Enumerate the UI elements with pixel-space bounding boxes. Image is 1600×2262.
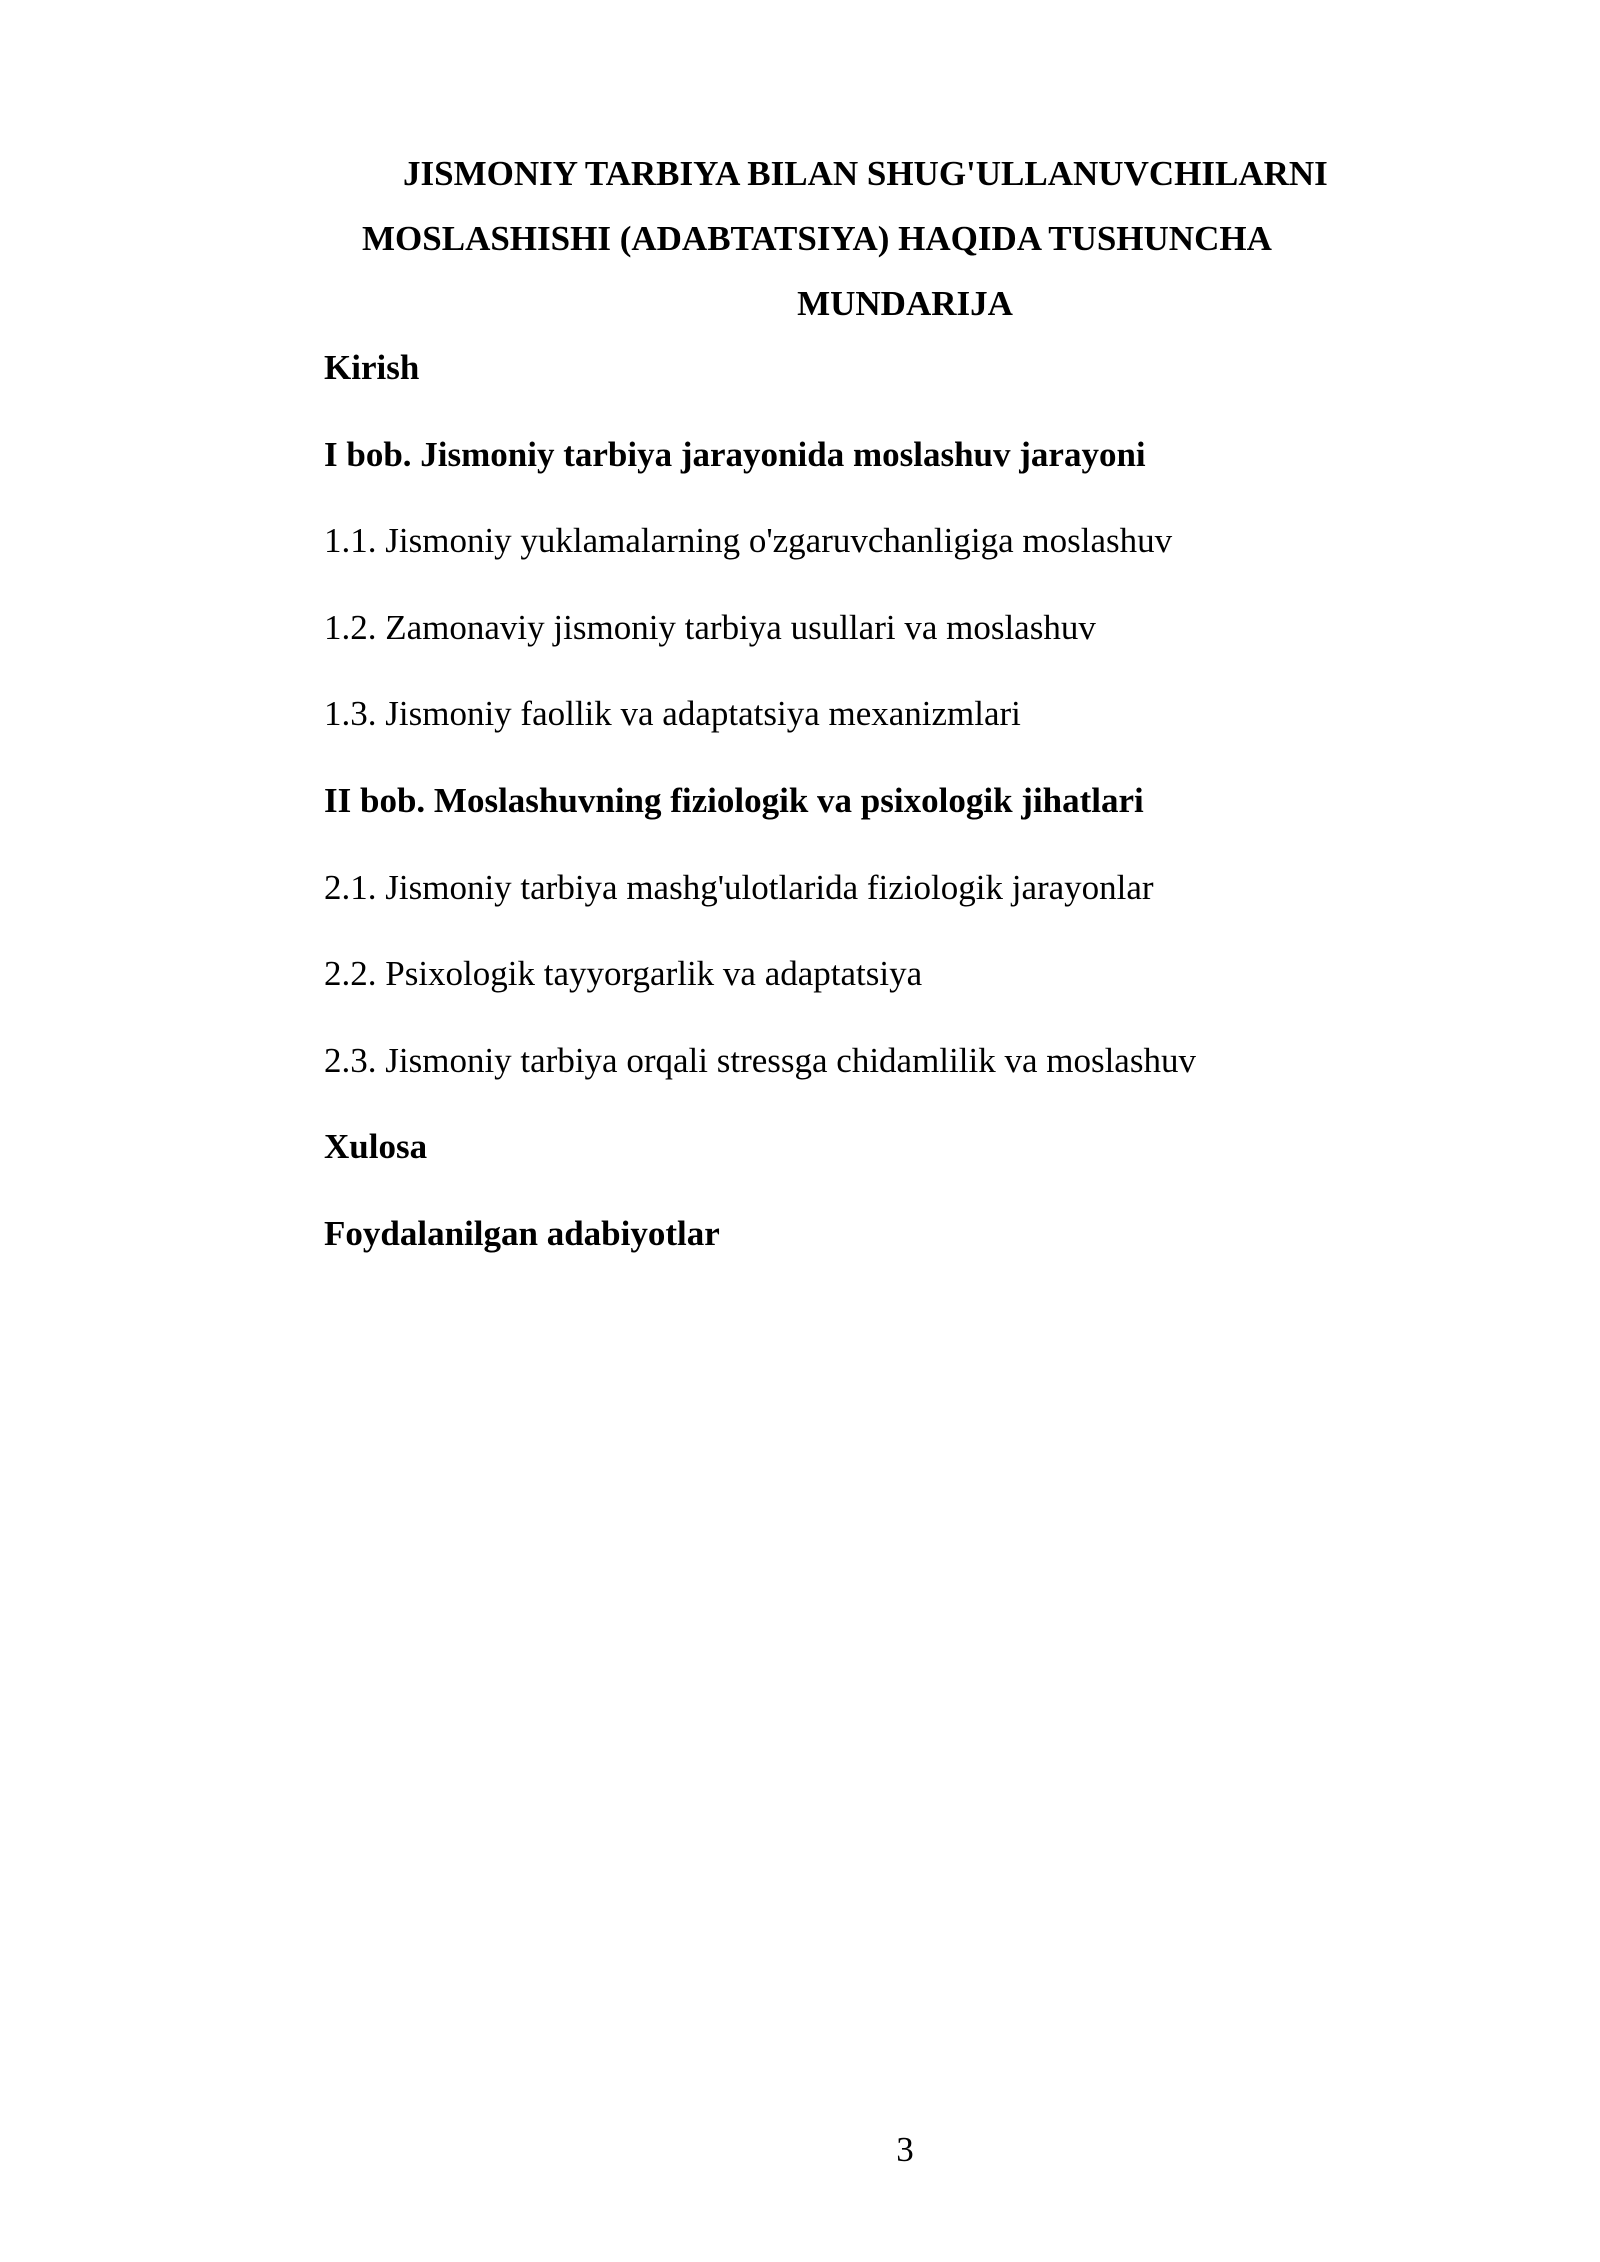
page-number: 3 <box>896 2130 914 2169</box>
table-of-contents <box>324 348 1196 1301</box>
toc-entry-1-2: 1.2. Zamonaviy jismoniy tarbiya usullari va moslashuv <box>324 607 1096 647</box>
toc-entry-2-2: 2.2. Psixologik tayyorgarlik va adaptatsiya <box>324 954 923 994</box>
document-title-line-2: MOSLASHISHI (ADABTATSIYA) HAQIDA TUSHUNCHA <box>362 219 1272 258</box>
toc-entry-chapter-2: II bob. Moslashuvning fiziologik va psixologik jihatlari <box>324 780 1144 820</box>
document-title-line-1: JISMONIY TARBIYA BILAN SHUG'ULLANUVCHILARNI <box>403 154 1328 193</box>
toc-entry-2-3: 2.3. Jismoniy tarbiya orqali stressga chidamlilik va moslashuv <box>324 1040 1196 1080</box>
toc-entry-kirish: Kirish <box>324 348 420 387</box>
toc-entry-1-1: 1.1. Jismoniy yuklamalarning o'zgaruvchanligiga moslashuv <box>324 521 1173 561</box>
toc-entry-xulosa: Xulosa <box>324 1127 428 1167</box>
toc-entry-1-3: 1.3. Jismoniy faollik va adaptatsiya mexanizmlari <box>324 694 1021 734</box>
toc-entry-references: Foydalanilgan adabiyotlar <box>324 1213 720 1253</box>
toc-entry-chapter-1: I bob. Jismoniy tarbiya jarayonida moslashuv jarayoni <box>324 434 1146 474</box>
contents-heading: MUNDARIJA <box>797 284 1013 323</box>
toc-entry-2-1: 2.1. Jismoniy tarbiya mashg'ulotlarida fiziologik jarayonlar <box>324 867 1154 907</box>
